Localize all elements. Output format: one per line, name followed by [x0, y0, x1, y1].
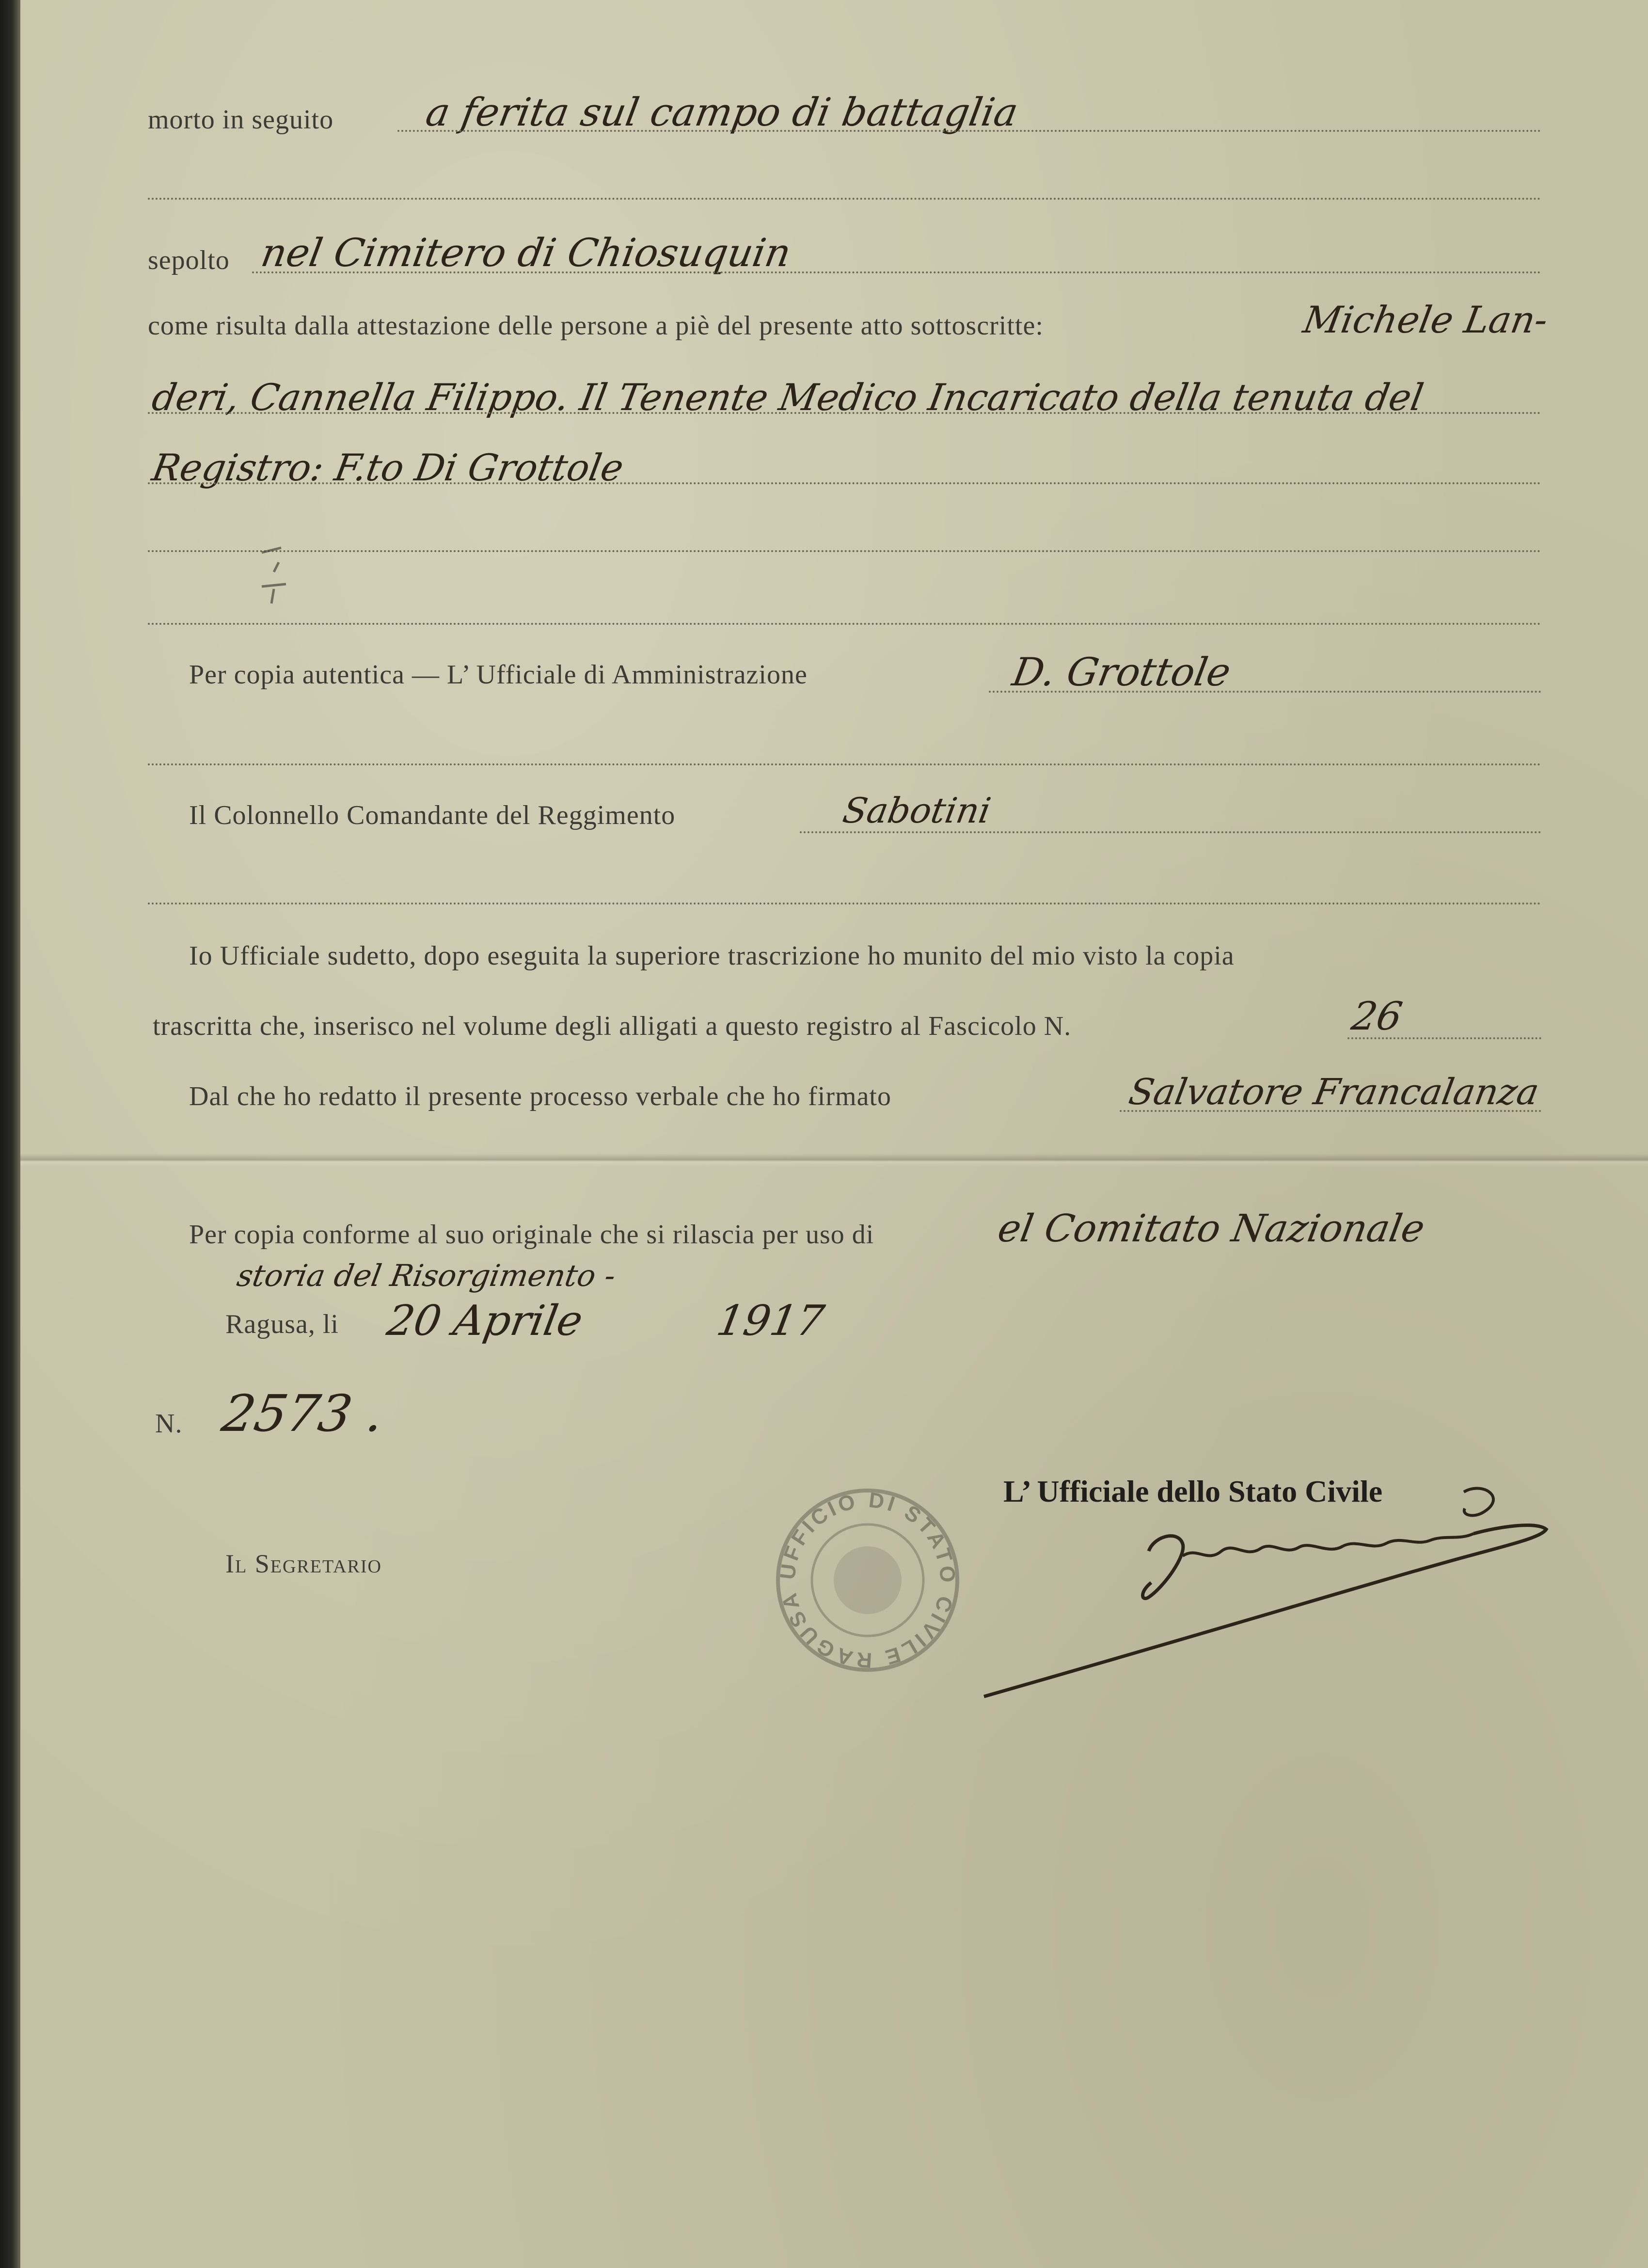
copia-autentica-value: D. Grottole — [1009, 650, 1235, 695]
sepolto-value: nel Cimitero di Chiosuquin — [257, 230, 794, 275]
paper-fold — [20, 1154, 1648, 1167]
attestazione-line3: Registro: F.to Di Grottole — [149, 446, 627, 489]
morto-value: a ferita sul campo di battaglia — [422, 90, 1022, 135]
attestazione-label: come risulta dalla attestazione delle persone a piè del presente atto sottoscritte: — [148, 311, 1044, 341]
dotted-line — [148, 482, 1541, 484]
paragraph-line2: trascritta che, inserisco nel volume degli alligati a questo registro al Fascicolo N. — [153, 1011, 1072, 1041]
attestazione-line2: deri, Cannella Filippo. Il Tenente Medico Incaricato della tenuta del — [149, 376, 1427, 419]
morto-label: morto in seguito — [148, 105, 334, 135]
ragusa-label: Ragusa, li — [225, 1309, 339, 1339]
sepolto-label: sepolto — [148, 245, 230, 275]
ufficiale-label: L’ Ufficiale dello Stato Civile — [1003, 1474, 1383, 1508]
conforme-value-line2: storia del Risorgimento - — [234, 1258, 618, 1293]
dotted-line — [148, 903, 1541, 904]
ragusa-year: 1917 — [713, 1297, 828, 1345]
verbale-label: Dal che ho redatto il presente processo verbale che ho firmato — [189, 1081, 891, 1111]
dotted-line — [148, 763, 1541, 765]
dotted-line — [252, 271, 1541, 273]
dotted-line — [397, 130, 1541, 132]
dotted-line — [148, 623, 1541, 625]
dotted-line — [989, 691, 1541, 693]
copia-autentica-label: Per copia autentica — L’ Ufficiale di Amministrazione — [189, 660, 808, 690]
dotted-line — [1347, 1037, 1541, 1039]
handwritten-signature — [969, 1483, 1561, 1716]
colonnello-value: Sabotini — [840, 790, 994, 831]
paragraph-line1: Io Ufficiale sudetto, dopo eseguita la superiore trascrizione ho munito del mio visto la copia — [189, 941, 1235, 971]
dotted-line — [148, 198, 1541, 200]
ragusa-date: 20 Aprile — [383, 1297, 586, 1345]
dotted-line — [148, 550, 1541, 552]
stray-mark — [252, 543, 296, 606]
official-stamp — [771, 1483, 965, 1677]
colonnello-label: Il Colonnello Comandante del Reggimento — [189, 800, 676, 830]
numero-value: 2573 . — [218, 1384, 389, 1443]
fascicolo-value: 26 — [1348, 994, 1406, 1039]
dotted-line — [1120, 1110, 1541, 1112]
stamp-text: UFFICIO DI STATO CIVILE RAGUSA — [776, 1488, 960, 1672]
conforme-value-line1: el Comitato Nazionale — [995, 1207, 1428, 1251]
dotted-line — [800, 831, 1541, 833]
segretario-label: Il Segretario — [225, 1549, 382, 1578]
numero-label: N. — [155, 1409, 183, 1439]
attestazione-line1: Michele Lan- — [1300, 298, 1552, 341]
scan-left-edge — [0, 0, 20, 2268]
verbale-signature: Salvatore Francalanza — [1125, 1071, 1542, 1113]
conforme-label: Per copia conforme al suo originale che si rilascia per uso di — [189, 1220, 874, 1250]
dotted-line — [148, 412, 1541, 414]
